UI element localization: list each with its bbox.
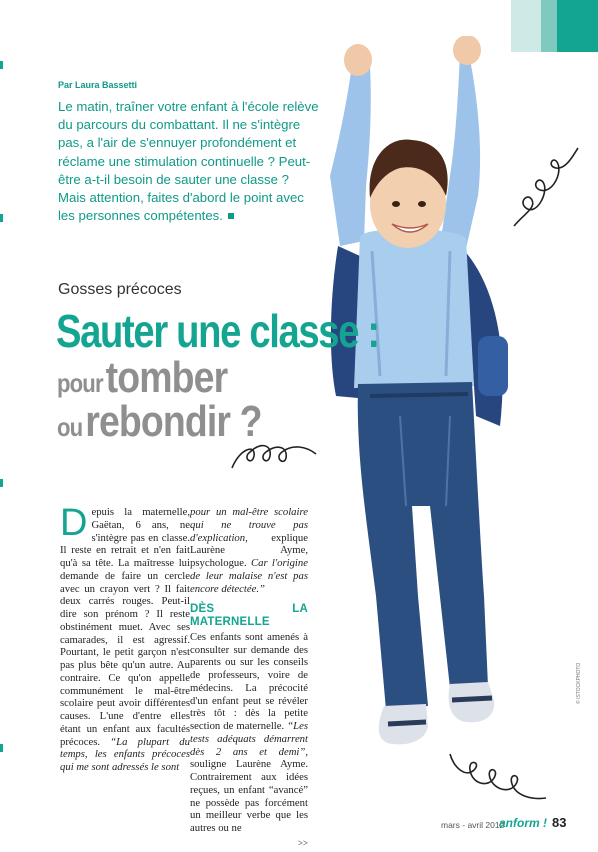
body-quote: Car l'origine de leur malaise n'est pas encore détectée.” <box>190 557 308 595</box>
headline-word-ou: ou <box>57 412 83 442</box>
body-paragraph: epuis la maternelle, Gaëtan, 6 ans, ne s'intègre pas en classe. Il reste en retrait et n'en fait qu'à sa tête. La maîtresse lui demande de faire un cercle avec un crayon vert ? Il fait deux carrés rouges. Peut-il dire son prénom ? Il reste obstinément muet. Avec ses camarades, il est agressif. Pourtant, le petit garçon n'est pas plus bête qu'un autre. Au contraire. Ce qu'on appelle communément le mal-être scolaire peut avoir différentes causes. L'une d'entre elles étant un enfant aux facultés précoces. <box>60 506 190 748</box>
squiggle-decoration <box>510 144 582 230</box>
page-footer <box>0 814 598 834</box>
body-paragraph: Ces enfants sont amenés à consulter sur demande des parents ou sur les conseils de professeurs, voire de médecins. La précocité d'un enfant peut se révéler très tôt : dès la petite section de maternelle. <box>190 630 308 732</box>
page-edge-mark <box>0 61 3 69</box>
section-subhead: DÈS LA MATERNELLE <box>190 603 308 628</box>
author-byline: Par Laura Bassetti <box>58 80 138 90</box>
page-edge-mark <box>0 214 3 222</box>
jumping-boy-photo <box>300 36 530 748</box>
body-column-1 <box>60 502 190 774</box>
body-quote: pour un mal-être scolaire qui ne trouve pas d'explication, <box>190 506 308 544</box>
page-edge-mark <box>0 744 3 752</box>
headline-word-pour: pour <box>57 368 103 398</box>
corner-bar-mid <box>541 0 557 52</box>
page-number: 83 <box>552 815 567 830</box>
issue-date: mars - avril 2012 <box>441 820 505 830</box>
headline-word-tomber: tomber <box>105 353 228 402</box>
end-mark <box>228 213 234 219</box>
squiggle-decoration <box>448 748 548 804</box>
page-edge-mark <box>0 479 3 487</box>
body-quote: “La plupart du temps, les enfants précoces qui me sont adressés le sont <box>60 735 190 773</box>
lede-text: Le matin, traîner votre enfant à l'école relève du parcours du combattant. Il ne s'intègre pas, a l'air de s'ennuyer profondément et réclame une stimulation continuelle ? Peut-être a-t-il besoin de sauter une classe ? Mais attention, faites d'abord le point avec les personnes compétentes. <box>58 99 319 224</box>
corner-bar-dark <box>557 0 598 52</box>
headline-line3 <box>57 397 262 447</box>
headline-line2 <box>57 353 227 403</box>
headline-word-rebondir: rebondir ? <box>85 397 262 446</box>
body-quote: “Les tests adéquats démarrent dès 2 ans et demi”, <box>190 720 308 758</box>
body-text: explique Laurène Ayme, psychologue. <box>190 531 308 569</box>
kicker: Gosses précoces <box>58 281 182 298</box>
drop-cap: D <box>60 502 88 544</box>
magazine-brand: anform ! <box>499 816 547 830</box>
photo-credit: © ISTOCKPHOTO <box>576 662 582 704</box>
body-paragraph: souligne Laurène Ayme. Contrairement aux idées reçues, un enfant “avancé” ne possède pas forcément un meilleur verbe que les autres ou ne <box>190 758 308 834</box>
lede-paragraph <box>58 98 320 225</box>
continued-marker: >> <box>297 837 308 848</box>
headline-line1: Sauter une classe : <box>56 305 379 357</box>
body-column-2 <box>190 506 308 850</box>
